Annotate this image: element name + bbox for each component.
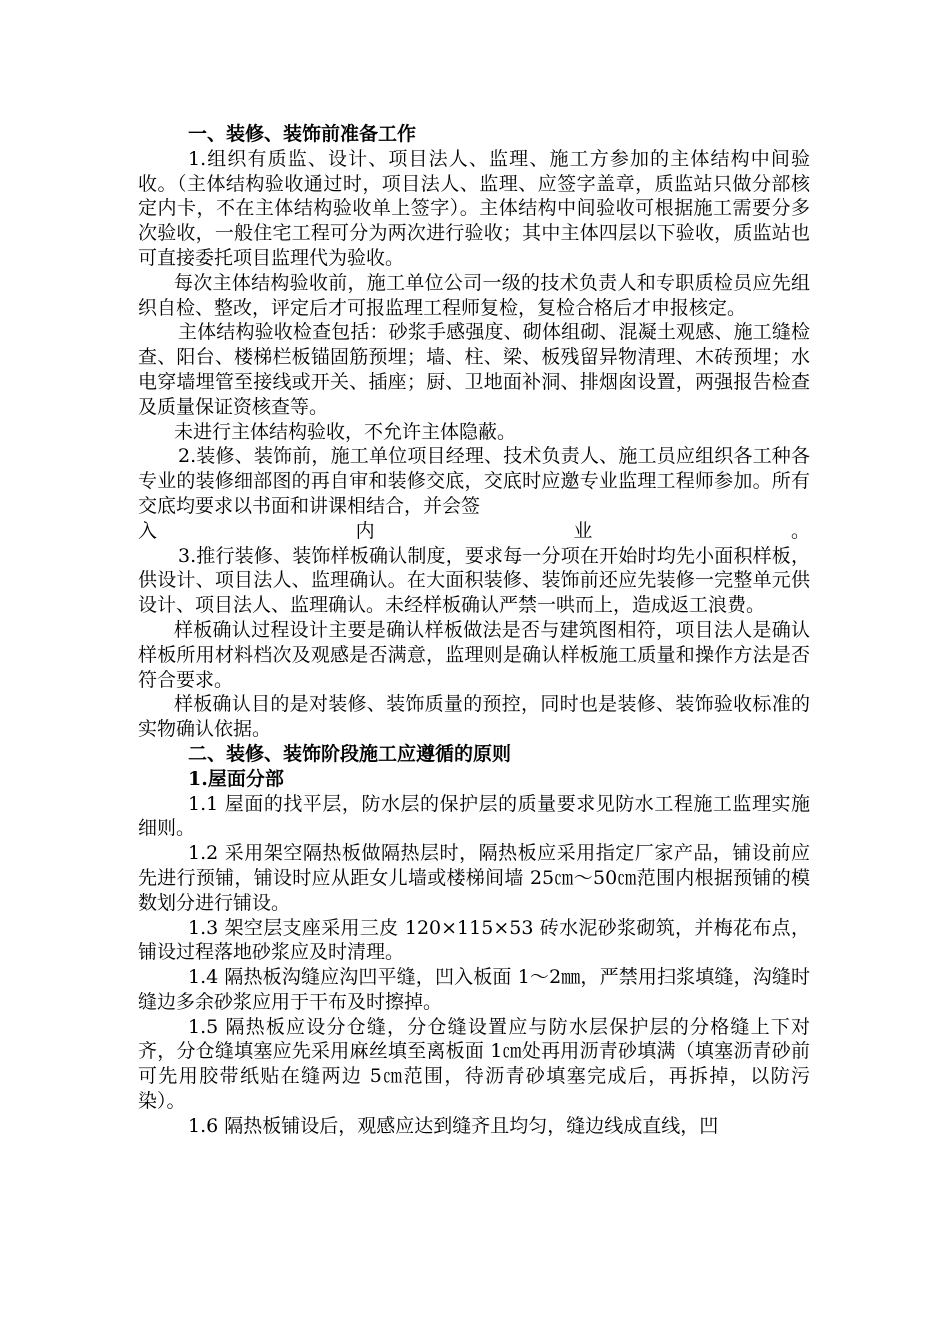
paragraph: 1.3 架空层支座采用三皮 120×115×53 砖水泥砂浆砌筑，并梅花布点，铺设过程落地砂浆应及时清理。	[138, 916, 810, 964]
paragraph: 1.6 隔热板铺设后，观感应达到缝齐且均匀，缝边线成直线，凹	[188, 1114, 719, 1137]
paragraph: 未进行主体结构验收，不允许主体隐蔽。	[174, 420, 517, 443]
paragraph: 样板确认过程设计主要是确认样板做法是否与建筑图相符，项目法人是确认样板所用材料档次及观感是否满意，监理则是确认样板施工质量和操作方法是否符合要求。	[138, 618, 810, 691]
paragraph: 主体结构验收检查包括：砂浆手感强度、砌体组砌、混凝土观感、施工缝检查、阳台、楼梯栏板锚固筋预埋；墙、柱、梁、板残留异物清理、木砖预埋；水电穿墙埋管至接线或开关、插座；厨、卫地面补洞、排烟囱设置，两强报告检查及质量保证资核查等。	[138, 321, 810, 418]
document-body	[138, 122, 810, 1139]
paragraph: 1.2 采用架空隔热板做隔热层时，隔热板应采用指定厂家产品，铺设前应先进行预铺，铺设时应从距女儿墙或楼梯间墙 25㎝～50㎝范围内根据预铺的模数划分进行铺设。	[138, 842, 810, 914]
paragraph: 每次主体结构验收前，施工单位公司一级的技术负责人和专职质检员应先组织自检、整改，评定后才可报监理工程师复检，复检合格后才申报核定。	[138, 271, 810, 319]
paragraph: 3.推行装修、装饰样板确认制度，要求每一分项在开始时均先小面积样板，供设计、项目法人、监理确认。在大面积装修、装饰前还应先装修一完整单元供设计、项目法人、监理确认。未经样板确认严禁一哄而上，造成返工浪费。	[138, 544, 810, 617]
paragraph-spread-line: 入内业。	[138, 519, 810, 542]
section-heading-1: 一、装修、装饰前准备工作	[188, 123, 417, 145]
paragraph: 1.1 屋面的找平层，防水层的保护层的质量要求见防水工程施工监理实施细则。	[138, 792, 810, 840]
paragraph: 1.5 隔热板应设分仓缝，分仓缝设置应与防水层保护层的分格缝上下对齐，分仓缝填塞应先采用麻丝填至离板面 1㎝处再用沥青砂填满（填塞沥青砂前可先用胶带纸贴在缝两边 5㎝范围，待沥青砂填塞完成后，再拆掉，以防污染）。	[138, 1015, 810, 1113]
section-heading-2: 二、装修、装饰阶段施工应遵循的原则	[188, 742, 512, 765]
paragraph: 1.组织有质监、设计、项目法人、监理、施工方参加的主体结构中间验收。（主体结构验收通过时，项目法人、监理、应签字盖章，质监站只做分部核定内卡，不在主体结构验收单上签字）。主体结构中间验收可根据施工需要分多次验收，一般住宅工程可分为两次进行验收；其中主体四层以下验收，质监站也可直接委托项目监理代为验收。	[138, 147, 810, 269]
paragraph: 1.4 隔热板沟缝应沟凹平缝，凹入板面 1～2㎜，严禁用扫浆填缝，沟缝时缝边多余砂浆应用于干布及时擦掉。	[138, 966, 810, 1013]
subsection-heading: 1.屋面分部	[188, 767, 284, 790]
paragraph: 2.装修、装饰前，施工单位项目经理、技术负责人、施工员应组织各工种各专业的装修细部图的再自审和装修交底，交底时应邀专业监理工程师参加。所有交底均要求以书面和讲课相结合，并会签	[138, 445, 810, 517]
paragraph: 样板确认目的是对装修、装饰质量的预控，同时也是装修、装饰验收标准的实物确认依据。	[138, 693, 810, 741]
